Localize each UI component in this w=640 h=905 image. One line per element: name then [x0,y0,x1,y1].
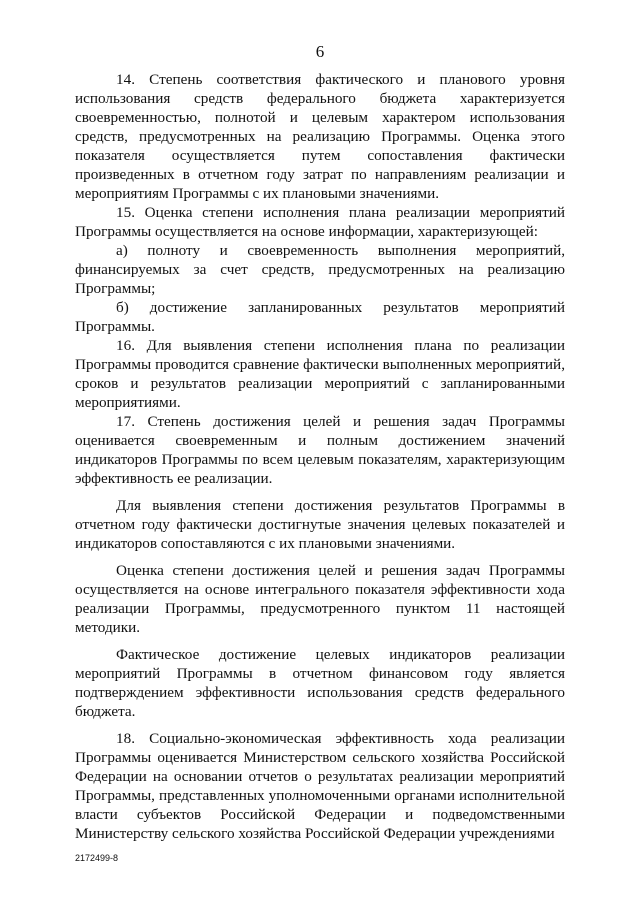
paragraph-17: 17. Степень достижения целей и решения задач Программы оценивается своевременным и полным достижением значений индикаторов Программы по всем целевым показателям, характеризующим эффективность ее реализации. [75,413,565,487]
paragraph-14: 14. Степень соответствия фактического и планового уровня использования средств федерального бюджета характеризуется своевременностью, полнотой и целевым характером использования средств, предусмотренных на реализацию Программы. Оценка этого показателя осуществляется путем сопоставления фактически произведенных в отчетном году затрат по направлениям реализации и мероприятиям Программы с их плановыми значениями. [75,71,565,202]
paragraph-15-item-a: а) полноту и своевременность выполнения мероприятий, финансируемых за счет средств, предусмотренных на реализацию Программы; [75,242,565,297]
paragraph-17-confirmation: Фактическое достижение целевых индикаторов реализации мероприятий Программы в отчетном финансовом году является подтверждением эффективности использования средств федерального бюджета. [75,646,565,720]
paragraph-15-item-b: б) достижение запланированных результатов мероприятий Программы. [75,299,565,335]
paragraph-15: 15. Оценка степени исполнения плана реализации мероприятий Программы осуществляется на основе информации, характеризующей: [75,204,565,240]
page-number: 6 [315,42,325,61]
paragraph-18: 18. Социально-экономическая эффективность хода реализации Программы оценивается Министерством сельского хозяйства Российской Федерации на основании отчетов о результатах реализации мероприятий Программы, представленных уполномоченными органами исполнительной власти субъектов Российской Федерации и подведомственными Министерству сельского хозяйства Российской Федерации учреждениями [75,730,565,842]
paragraph-17-results: Для выявления степени достижения результатов Программы в отчетном году фактически достигнутые значения целевых показателей и индикаторов сопоставляются с их плановыми значениями. [75,497,565,552]
paragraph-17-integral: Оценка степени достижения целей и решения задач Программы осуществляется на основе интегрального показателя эффективности хода реализации Программы, предусмотренного пунктом 11 настоящей методики. [75,562,565,636]
paragraph-16: 16. Для выявления степени исполнения плана по реализации Программы проводится сравнение фактически выполненных мероприятий, сроков и результатов реализации мероприятий с запланированными мероприятиями. [75,337,565,411]
document-code: 2172499-8 [75,853,119,863]
document-body [75,70,565,843]
